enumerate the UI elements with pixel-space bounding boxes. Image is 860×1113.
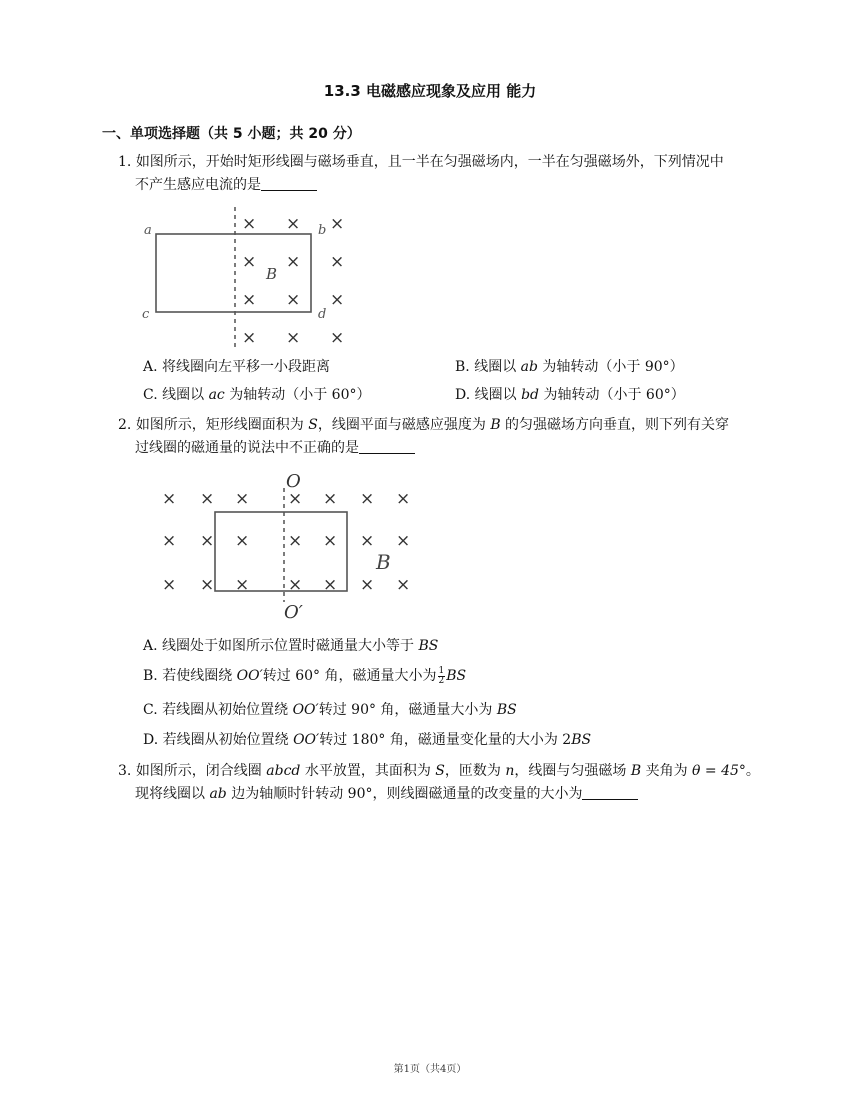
label-b: b xyxy=(318,223,327,238)
option-2b[interactable]: B. 若使线圈绕 OO′转过 60° 角，磁通量大小为 $\frac{1}{2}$ BS xyxy=(143,665,467,686)
cross-mark: × xyxy=(242,214,257,234)
cross-mark: × xyxy=(330,214,345,234)
option-2d[interactable]: D. 若线圈从初始位置绕 OO′转过 180° 角，磁通量变化量的大小为 2BS xyxy=(143,732,592,748)
answer-blank[interactable] xyxy=(359,439,415,454)
cross-mark: × xyxy=(286,290,301,310)
cross-mark: × xyxy=(288,575,303,595)
answer-blank[interactable] xyxy=(582,785,638,800)
cross-mark: × xyxy=(242,252,257,272)
label-field-B: B xyxy=(376,550,391,574)
option-1b[interactable]: B. 线圈以 ab 为轴转动（小于 90°） xyxy=(455,359,684,375)
cross-mark: × xyxy=(360,489,375,509)
question-number: 3. xyxy=(118,763,132,779)
cross-mark: × xyxy=(396,575,411,595)
question-text: 如图所示，开始时矩形线圈与磁场垂直，且一半在匀强磁场内，一半在匀强磁场外，下列情况中 xyxy=(135,154,724,170)
option-2c[interactable]: C. 若线圈从初始位置绕 OO′转过 90° 角，磁通量大小为 BS xyxy=(143,702,517,718)
label-O-prime: O′ xyxy=(284,602,303,623)
cross-mark: × xyxy=(323,575,338,595)
cross-mark: × xyxy=(323,489,338,509)
cross-mark: × xyxy=(242,328,257,347)
question-number: 2. xyxy=(118,417,132,433)
cross-mark: × xyxy=(162,531,177,551)
cross-mark: × xyxy=(235,531,250,551)
label-field-B: B xyxy=(266,265,278,283)
cross-mark: × xyxy=(162,489,177,509)
cross-mark: × xyxy=(330,290,345,310)
section-heading: 一、单项选择题（共 5 小题；共 20 分） xyxy=(102,126,361,142)
cross-mark: × xyxy=(288,489,303,509)
page-title: 13.3 电磁感应现象及应用 能力 xyxy=(323,82,537,100)
label-a: a xyxy=(144,223,152,238)
cross-mark: × xyxy=(396,531,411,551)
fraction-half: $\frac{1}{2}$ xyxy=(438,665,445,686)
question-3: 3. 如图所示，闭合线圈 abcd 水平放置，其面积为 S，匝数为 n，线圈与匀强磁场 B 夹角为 θ = 45°。 现将线圈以 ab 边为轴顺时针转动 90°，则线圈磁通量的改变量的大小为 xyxy=(118,763,760,802)
cross-mark: × xyxy=(360,531,375,551)
cross-mark: × xyxy=(330,328,345,347)
cross-mark: × xyxy=(286,252,301,272)
cross-mark: × xyxy=(200,531,215,551)
label-O: O xyxy=(286,471,301,492)
label-d: d xyxy=(318,307,327,322)
cross-mark: × xyxy=(162,575,177,595)
option-1d[interactable]: D. 线圈以 bd 为轴转动（小于 60°） xyxy=(455,387,685,403)
cross-mark: × xyxy=(200,575,215,595)
page-footer: 第1页（共4页） xyxy=(393,1064,467,1075)
cross-mark: × xyxy=(396,489,411,509)
answer-blank[interactable] xyxy=(261,176,317,191)
option-1a[interactable]: A. 将线圈向左平移一小段距离 xyxy=(143,359,331,375)
cross-mark: × xyxy=(286,214,301,234)
cross-mark: × xyxy=(200,489,215,509)
cross-mark: × xyxy=(360,575,375,595)
question-1 xyxy=(118,151,768,197)
cross-mark: × xyxy=(235,489,250,509)
cross-mark: × xyxy=(286,328,301,347)
question-2: 2. 如图所示，矩形线圈面积为 S，线圈平面与磁感应强度为 B 的匀强磁场方向垂直，则下列有关穿 过线圈的磁通量的说法中不正确的是 xyxy=(118,417,730,456)
option-1c[interactable]: C. 线圈以 ac 为轴转动（小于 60°） xyxy=(143,387,371,403)
cross-mark: × xyxy=(242,290,257,310)
label-c: c xyxy=(142,307,150,322)
cross-mark: × xyxy=(288,531,303,551)
option-2a[interactable]: A. 线圈处于如图所示位置时磁通量大小等于 BS xyxy=(143,638,439,654)
question-number: 1. xyxy=(118,154,132,170)
figure-1-diagram xyxy=(138,207,358,347)
cross-mark: × xyxy=(323,531,338,551)
question-text: 不产生感应电流的是 xyxy=(135,177,261,193)
figure-2-diagram xyxy=(150,466,430,624)
question-text: 过线圈的磁通量的说法中不正确的是 xyxy=(135,440,359,456)
cross-mark: × xyxy=(235,575,250,595)
cross-mark: × xyxy=(330,252,345,272)
